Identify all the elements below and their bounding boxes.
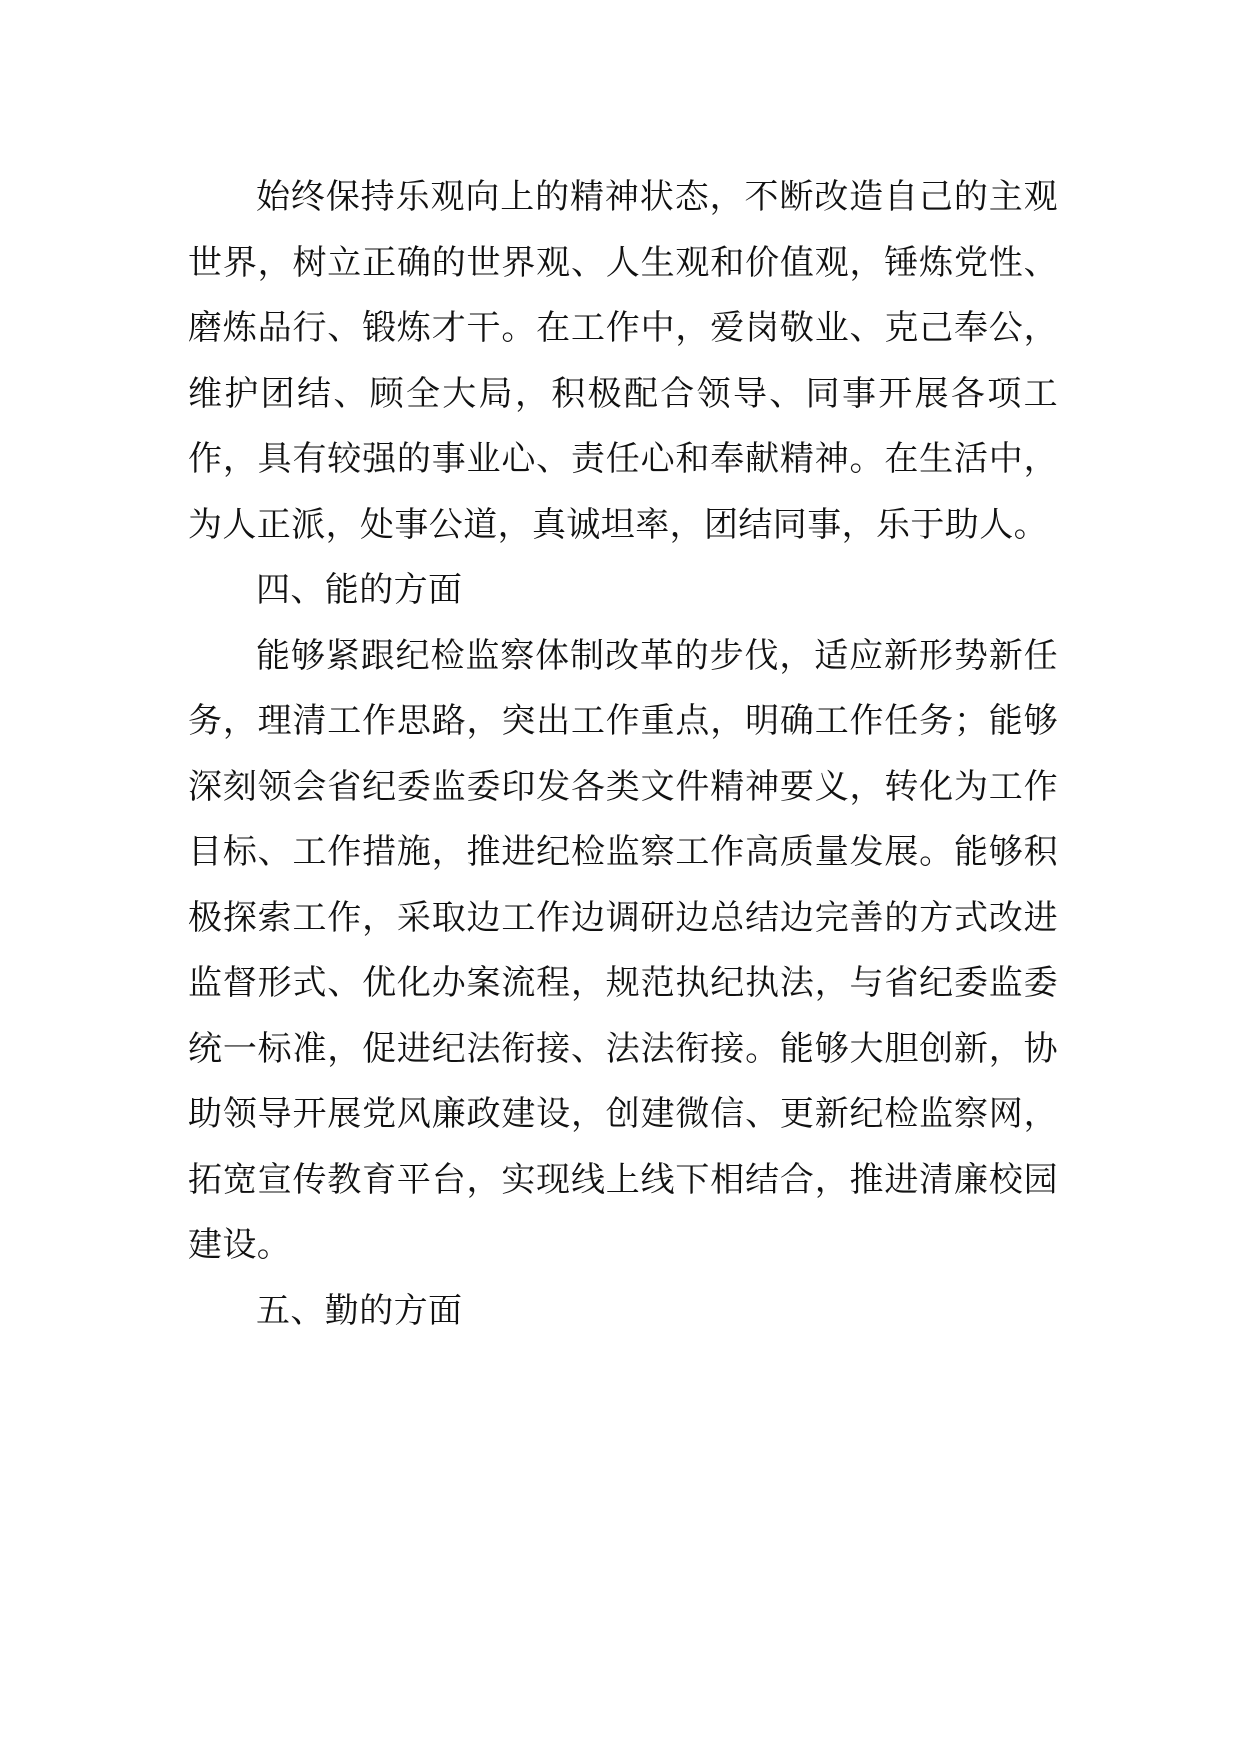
section-heading-ability: 四、能的方面 <box>256 570 463 610</box>
section-heading-diligence: 五、勤的方面 <box>256 1290 463 1331</box>
paragraph-attitude: 始终保持乐观向上的精神状态，不断改造自己的主观世界，树立正确的世界观、人生观和价值观，锤炼党性、磨炼品行、锻炼才干。在工作中，爱岗敬业、克己奉公，维护团结、顾全大局，积极配合领导、同事开展各项工作，具有较强的事业心、责任心和奉献精神。在生活中，为人正派，处事公道，真诚坦率，团结同事，乐于助人。 <box>188 177 1058 545</box>
paragraph-ability: 能够紧跟纪检监察体制改革的步伐，适应新形势新任务，理清工作思路，突出工作重点，明确工作任务；能够深刻领会省纪委监委印发各类文件精神要义，转化为工作目标、工作措施，推进纪检监察工作高质量发展。能够积极探索工作，采取边工作边调研边总结边完善的方式改进监督形式、优化办案流程，规范执纪执法，与省纪委监委统一标准，促进纪法衔接、法法衔接。能够大胆创新，协助领导开展党风廉政建设，创建微信、更新纪检监察网，拓宽宣传教育平台，实现线上线下相结合，推进清廉校园建设。 <box>188 635 1058 1265</box>
document-body <box>188 165 1058 1344</box>
